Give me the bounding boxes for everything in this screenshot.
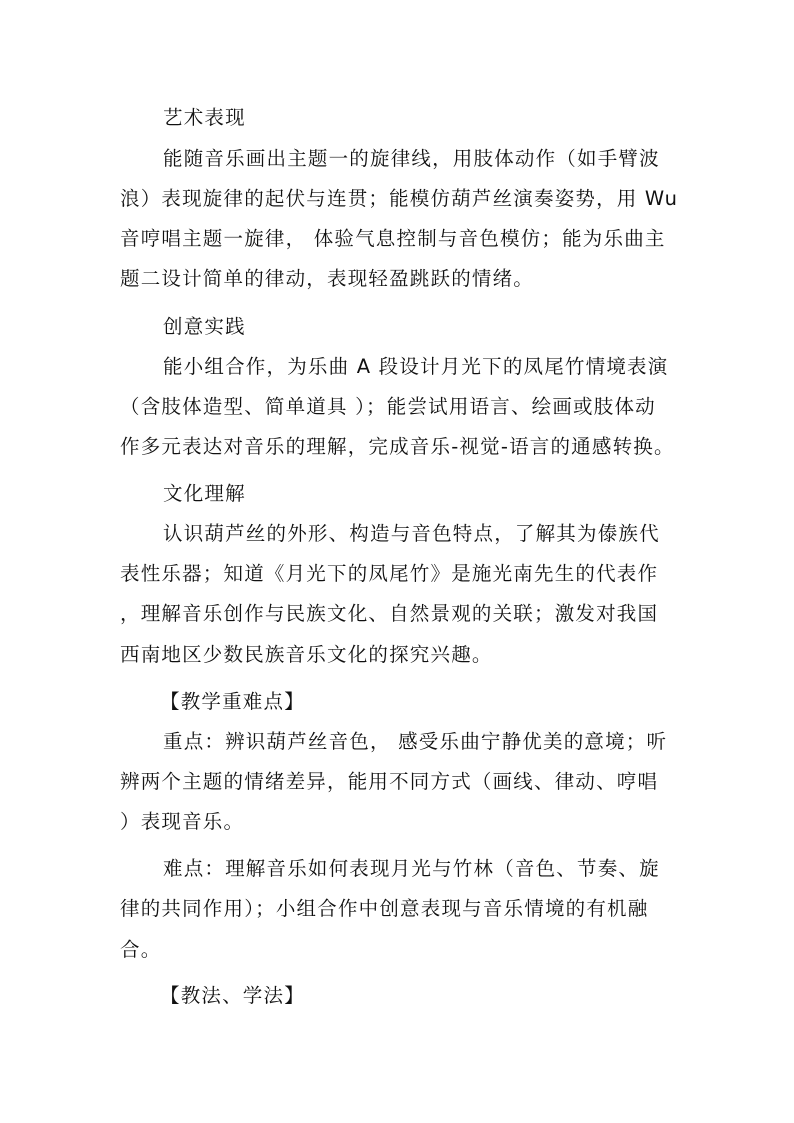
- paragraph-line: 表性乐器；知道《月光下的凤尾竹》是施光南先生的代表作: [120, 562, 659, 585]
- paragraph-line: 合。: [120, 938, 162, 961]
- paragraph-line: 西南地区少数民族音乐文化的探究兴趣。: [120, 643, 493, 666]
- section-heading-methods: 【教法、学法】: [160, 984, 305, 1007]
- section-heading-art: 艺术表现: [163, 106, 246, 129]
- section-heading-creative: 创意实践: [163, 315, 246, 338]
- paragraph-line: ）表现音乐。: [120, 810, 245, 833]
- paragraph-line: 辨两个主题的情绪差异，能用不同方式（画线、律动、哼唱: [120, 770, 659, 793]
- paragraph-line: 能小组合作，为乐曲 A 段设计月光下的凤尾竹情境表演: [163, 355, 669, 378]
- paragraph-line: 认识葫芦丝的外形、构造与音色特点，了解其为傣族代: [163, 522, 660, 545]
- paragraph-line: 音哼唱主题一旋律， 体验气息控制与音色模仿；能为乐曲主: [120, 227, 666, 250]
- section-heading-culture: 文化理解: [163, 482, 246, 505]
- paragraph-line: 作多元表达对音乐的理解，完成音乐-视觉-语言的通感转换。: [120, 435, 675, 458]
- paragraph-line: 能随音乐画出主题一的旋律线，用肢体动作（如手臂波: [163, 147, 660, 170]
- paragraph-line: 浪）表现旋律的起伏与连贯；能模仿葫芦丝演奏姿势，用 Wu: [120, 187, 679, 210]
- paragraph-line: 难点：理解音乐如何表现月光与竹林（音色、节奏、旋: [163, 857, 660, 880]
- paragraph-line: 题二设计简单的律动，表现轻盈跳跃的情绪。: [120, 267, 535, 290]
- paragraph-line: 律的共同作用）；小组合作中创意表现与音乐情境的有机融: [120, 897, 649, 920]
- paragraph-line: ，理解音乐创作与民族文化、自然景观的关联；激发对我国: [120, 602, 659, 625]
- paragraph-line: 重点：辨识葫芦丝音色， 感受乐曲宁静优美的意境；听: [163, 730, 668, 753]
- paragraph-line: （含肢体造型、简单道具 ）；能尝试用语言、绘画或肢体动: [120, 395, 656, 418]
- section-heading-key-points: 【教学重难点】: [160, 690, 305, 713]
